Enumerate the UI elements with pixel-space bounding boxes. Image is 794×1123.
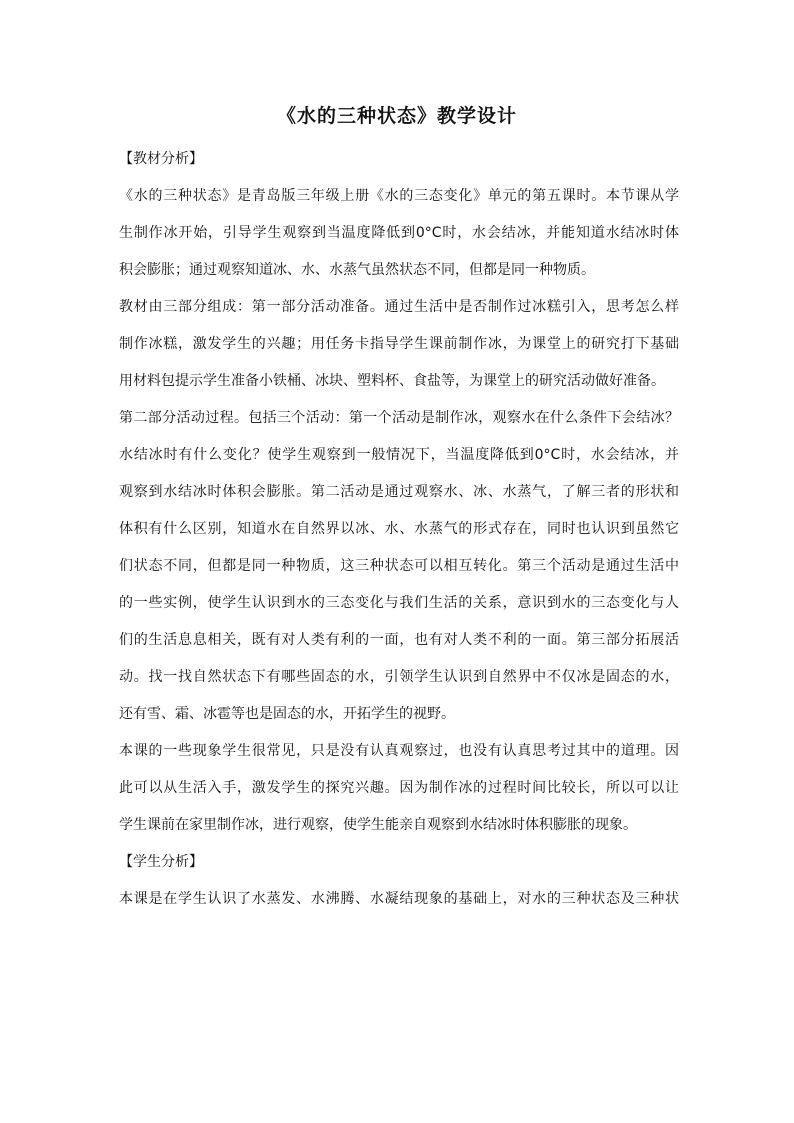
paragraph-part-two bbox=[119, 405, 679, 727]
text-line: 生制作冰开始，引导学生观察到当温度降低到0°C时，水会结冰，并能知道水结冰时体 bbox=[119, 225, 679, 241]
text-line: 此可以从生活入手，激发学生的探究兴趣。因为制作冰的过程时间比较长，所以可以让 bbox=[119, 780, 679, 796]
document-body bbox=[119, 146, 679, 912]
text-line: 动。找一找自然状态下有哪些固态的水，引领学生认识到自然界中不仅冰是固态的水， bbox=[119, 669, 679, 685]
spacer bbox=[119, 283, 679, 294]
paragraph-student-analysis bbox=[119, 886, 679, 912]
text-line: 观察到水结冰时体积会膨胀。第二活动是通过观察水、冰、水蒸气，了解三者的形状和 bbox=[119, 484, 679, 500]
text-line: 体积有什么区别，知道水在自然界以冰、水、水蒸气的形式存在，同时也认识到虽然它 bbox=[119, 521, 679, 537]
text-line: 用材料包提示学生准备小铁桶、冰块、塑料杯、食盐等，为课堂上的研究活动做好准备。 bbox=[119, 373, 665, 389]
paragraph-part-one bbox=[119, 294, 679, 394]
text-line: 们状态不同，但都是同一种物质，这三种状态可以相互转化。第三个活动是通过生活中 bbox=[119, 558, 679, 574]
text-line: 们的生活息息相关，既有对人类有利的一面，也有对人类不利的一面。第三部分拓展活 bbox=[119, 632, 679, 648]
spacer bbox=[119, 727, 679, 738]
text-line: 水结冰时有什么变化？使学生观察到一般情况下，当温度降低到0°C时，水会结冰，并 bbox=[119, 447, 679, 463]
spacer bbox=[119, 838, 679, 849]
spacer bbox=[119, 172, 679, 183]
text-line: 教材由三部分组成：第一部分活动准备。通过生活中是否制作过冰糕引入，思考怎么样 bbox=[119, 299, 679, 315]
text-line: 《水的三种状态》是青岛版三年级上册《水的三态变化》单元的第五课时。本节课从学 bbox=[119, 188, 679, 204]
text-line: 的一些实例，使学生认识到水的三态变化与我们生活的关系，意识到水的三态变化与人 bbox=[119, 595, 679, 611]
text-line: 还有雪、霜、冰雹等也是固态的水，开拓学生的视野。 bbox=[119, 706, 455, 722]
text-line: 制作冰糕，激发学生的兴趣；用任务卡指导学生课前制作冰，为课堂上的研究打下基础 bbox=[119, 336, 679, 352]
text-line: 本课是在学生认识了水蒸发、水沸腾、水凝结现象的基础上，对水的三种状态及三种状 bbox=[119, 891, 679, 907]
paragraph-textbook-overview bbox=[119, 183, 679, 283]
text-line: 学生课前在家里制作冰，进行观察，使学生能亲自观察到水结冰时体积膨胀的现象。 bbox=[119, 817, 637, 833]
spacer bbox=[119, 394, 679, 405]
text-line: 本课的一些现象学生很常见，只是没有认真观察过，也没有认真思考过其中的道理。因 bbox=[119, 743, 679, 759]
text-line: 积会膨胀；通过观察知道冰、水、水蒸气虽然状态不同，但都是同一种物质。 bbox=[119, 262, 595, 278]
paragraph-phenomena bbox=[119, 738, 679, 838]
section-heading-student-analysis: 【学生分析】 bbox=[119, 854, 203, 870]
spacer bbox=[119, 875, 679, 886]
text-line: 第二部分活动过程。包括三个活动：第一个活动是制作冰，观察水在什么条件下会结冰？ bbox=[119, 410, 679, 426]
document-title: 《水的三种状态》教学设计 bbox=[276, 105, 517, 127]
section-heading-teaching-material: 【教材分析】 bbox=[119, 151, 203, 167]
